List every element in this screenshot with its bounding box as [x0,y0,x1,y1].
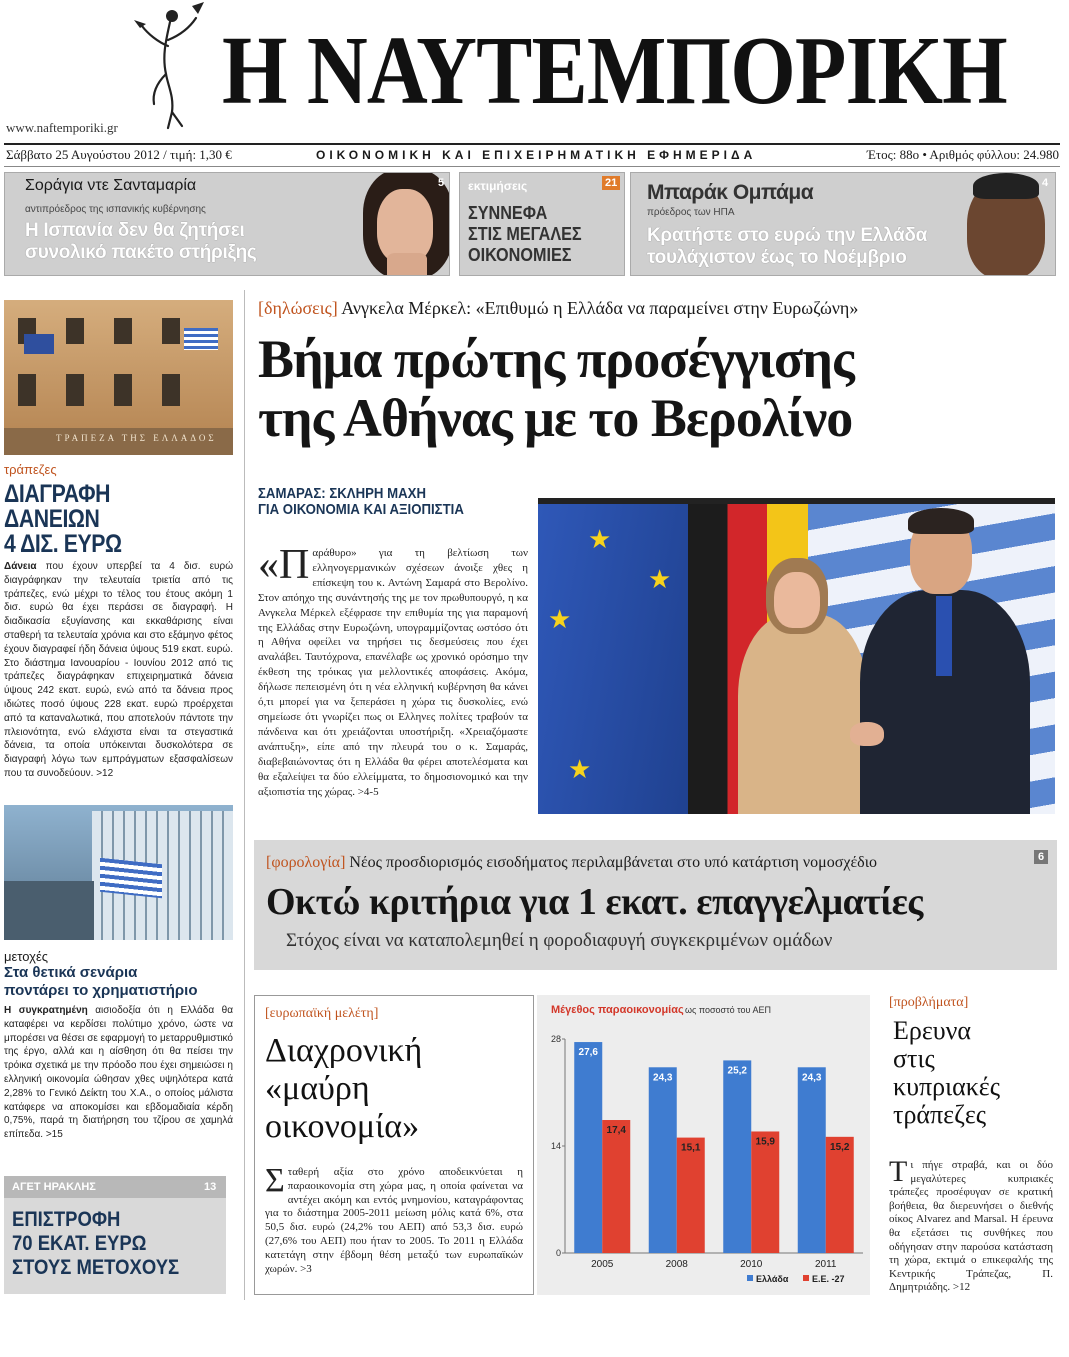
heraclis-tag: ΑΓΕΤ ΗΡΑΚΛΗΣ [12,1181,96,1193]
heraclis-line-3: ΣΤΟΥΣ ΜΕΤΟΧΟΥΣ [12,1256,180,1279]
euro-head-2: «μαύρη [265,1070,370,1107]
chart-y-tick-label: 0 [555,1248,561,1258]
banks-head-3: 4 ΔΙΣ. ΕΥΡΩ [4,530,122,558]
star-icon: ★ [548,604,572,634]
chart-data-label: 17,4 [606,1125,626,1137]
stocks-head-2: ποντάρει το χρηματιστήριο [4,982,198,999]
cyprus-story[interactable] [889,995,1057,1295]
main-kicker-tag: [δηλώσεις] [258,298,338,318]
stocks-body [4,1004,233,1142]
greek-flag-icon [184,328,218,350]
main-subhead-line-1: ΣΑΜΑΡΑΣ: ΣΚΛΗΡΗ ΜΑΧΗ [258,485,426,502]
euro-head-1: Διαχρονική [265,1032,423,1069]
masthead-date-price: Σάββατο 25 Αυγούστου 2012 / τιμή: 1,30 € [6,147,232,162]
masthead-title: Η ΝΑΥΤΕΜΠΟΡΙΚΗ [222,17,1007,125]
promo-obama-quote-2: τουλάχιστον έως το Νοέμβριο [647,247,907,268]
stocks-body-lead: Η συγκρατημένη [4,1005,88,1016]
shadow-economy-chart-svg [537,995,870,1295]
euro-body-text: ταθερή αξία στο χρόνο αποδεικνύεται η παραοικονομία στη χώρα μας, η οποία φαίνεται να αντέχει ακόμη και εντός μνημονίου, καταγράφοντας για το διάστημα 2005-2011 μείωση μόλις κατά 6%, στα 50,5 δισ. ευρώ (24,2% του ΑΕΠ) από 53,3 δισ. ευρώ (27,6% του ΑΕΠ) που ήταν το 2005. Το 2011 η Ελλάδα κατετάγη στην έβδομη θέση μεταξύ των ευρωπαϊκών χωρών. >3 [265,1166,523,1275]
chart-data-label: 15,1 [681,1142,701,1154]
promo-santamaria[interactable] [4,172,450,276]
stocks-label: μετοχές [4,949,49,964]
heraclis-line-2: 70 ΕΚΑΤ. ΕΥΡΩ [12,1232,147,1255]
bank-sign: ΤΡΑΠΕΖΑ ΤΗΣ ΕΛΛΑΔΟΣ [56,433,217,443]
banks-body [4,560,233,781]
masthead-subtitle: ΟΙΚΟΝΟΜΙΚΗ ΚΑΙ ΕΠΙΧΕΙΡΗΜΑΤΙΚΗ ΕΦΗΜΕΡΙΔΑ [316,148,757,162]
chart-x-tick-label: 2010 [740,1259,763,1270]
promo-santamaria-page: 5 [438,177,445,189]
euro-study-box[interactable] [254,995,534,1295]
chart-y-tick-label: 28 [550,1034,561,1044]
chart-data-label: 24,3 [653,1072,673,1084]
column-divider [244,290,245,1300]
main-headline-line-2: της Αθήνας με το Βερολίνο [258,388,853,448]
banks-head-2: ΔΑΝΕΙΩΝ [4,505,100,533]
eu-flag-icon [24,334,54,354]
chart-data-label: 15,9 [755,1136,775,1148]
tax-kicker-tag: [φορολογία] [266,854,346,871]
heraclis-line-1: ΕΠΙΣΤΡΟΦΗ [12,1208,121,1231]
promo-santamaria-role: αντιπρόεδρος της ισπανικής κυβέρνησης [25,204,206,215]
chart-data-label: 15,2 [830,1141,850,1153]
tax-headline: Οκτώ κριτήρια για 1 εκατ. επαγγελματίες [266,881,923,923]
stocks-head-1: Στα θετικά σενάρια [4,964,138,981]
chart-bar [826,1137,854,1253]
greek-flag-icon [100,858,162,899]
cyprus-body [889,1155,1053,1295]
hermes-logo [132,0,212,132]
chart-legend-label: Ε.Ε. -27 [812,1274,845,1284]
stocks-body-text: αισιοδοξία ότι η Ελλάδα θα καταφέρει να κερδίσει πολύτιμο χρόνο, ώστε να μπορέσει να θέσει σε εφαρμογή το μεταρρυθμιστικό της έργο, αλλά και η αίσθηση ότι θα πείσει την τρόικα σχετικά με την πρόοδο που έχει σημειώσει η ελληνική οικονομία ώθησαν χθες υψηλότερα κατά 2,28% το Γενικό Δείκτη του Χ.Α., ο οποίος μάλιστα κατάφερε να αποκομίσει και εβδομαδιαία κέρδη 0,75%, παρά τη διατήρηση του τζίρου σε χαμηλά επίπεδα. >15 [4,1005,233,1141]
promo-estimates-line-3: ΟΙΚΟΝΟΜΙΕΣ [468,245,572,265]
chart-x-tick-label: 2011 [814,1259,837,1270]
promo-obama-quote-1: Κρατήστε στο ευρώ την Ελλάδα [647,225,927,246]
bank-of-greece-photo [4,300,233,455]
heraclis-page: 13 [204,1181,217,1193]
chart-data-label: 25,2 [727,1065,747,1077]
promo-santamaria-name: Σοράγια ντε Σανταμαρία [25,177,197,194]
banks-body-text: που έχουν υπερβεί τα 4 δισ. ευρώ διαγράφηκαν την τελευταία τριετία από τις τράπεζες, ενώ μέχρι το τέλος του έτους ακόμη 1 δισ. ευρώ θα έχει περάσει σε διαγραφή. Η διαδικασία εξυγίανσης και εκκαθάρισης είναι σταθερή τα τελευταία χρόνια και στο εξάμηνο φέτος έχουν διαγραφεί ήδη δάνεια ύψους 519 εκατ. ευρώ. Στο διάστημα Ιανουαρίου - Ιουνίου 2012 από τις τράπεζες διαγράφηκαν επιχειρηματικά δάνεια ύψους 242 εκατ. ευρώ, ενώ από τα δάνεια προς ιδιώτες ποσό ύψους 228 εκατ. ευρώ προέρχεται από τα καταναλωτικά, που αποτελούν πάντοτε την πλειονότητα, ενώ ελάχιστα είναι τα στεγαστικά δάνεια, τα οποία υπόκεινται δυσκολότερα σε διαγραφή λόγω των εμπράγματων εξασφαλίσεων που τα συνοδεύουν. >12 [4,561,233,779]
tax-story[interactable] [254,840,1057,970]
chart-x-tick-label: 2008 [665,1259,688,1270]
promo-obama-role: πρόεδρος των ΗΠΑ [647,207,735,218]
chart-x-tick-label: 2005 [591,1259,614,1270]
chart-bar [574,1042,602,1253]
promo-obama-page: 4 [1042,177,1049,189]
masthead-issue: Έτος: 88ο • Αριθμός φύλλου: 24.980 [866,147,1059,162]
promo-obama-name: Μπαράκ Ομπάμα [647,181,814,204]
tax-subhead: Στόχος είναι να καταπολεμηθεί η φοροδιαφυγή συγκεκριμένων ομάδων [286,930,833,951]
merkel-samaras-photo [538,498,1055,814]
star-icon: ★ [588,524,612,554]
shadow-economy-chart [537,995,870,1295]
promo-estimates-line-1: ΣΥΝΝΕΦΑ [468,203,548,223]
promo-obama[interactable] [630,172,1056,276]
main-headline-line-1: Βήμα πρώτης προσέγγισης [258,329,854,389]
cyprus-head-3: κυπριακές [893,1072,1001,1101]
euro-body-dropcap: Σ [265,1162,285,1199]
chart-bar [798,1067,826,1253]
cyprus-head-1: Ερευνα [893,1016,972,1045]
promo-santamaria-quote-2: συνολικό πακέτο στήριξης [25,242,257,263]
chart-legend-swatch [803,1275,809,1281]
promo-estimates-line-2: ΣΤΙΣ ΜΕΓΑΛΕΣ [468,224,582,244]
promo-santamaria-quote-1: Η Ισπανία δεν θα ζητήσει [25,220,245,241]
cyprus-body-dropcap: Τ [889,1155,908,1188]
main-kicker [258,298,858,319]
cyprus-body-text: ι πήγε στραβά, και οι δύο μεγαλύτερες κυπριακές τράπεζες προσέφυγαν σε κρατική βοήθεια, θα διερευνήσει ο διεθνής οίκος Alvarez and Marsal. Η έρευνα θα εξετάσει τις συνθήκες που οδήγησαν στην παρούσα κατάσταση τη χώρα, εκτιμά ο επικεφαλής της Κεντρικής Τράπεζας, Π. Δημητριάδης. >12 [889,1159,1053,1294]
euro-kicker: [ευρωπαϊκή μελέτη] [265,1006,379,1021]
chart-title: Μέγεθος παραοικονομίας [551,1004,684,1016]
heraclis-box[interactable] [4,1176,226,1294]
chart-legend-swatch [747,1275,753,1281]
athens-exchange-photo [4,805,233,940]
promo-estimates-page: 21 [602,176,620,190]
euro-head-3: οικονομία» [265,1108,420,1145]
promo-estimates[interactable] [459,172,625,276]
chart-data-label: 27,6 [578,1047,598,1059]
chart-y-tick-label: 14 [550,1141,561,1151]
main-subhead-line-2: ΓΙΑ ΟΙΚΟΝΟΜΙΑ ΚΑΙ ΑΞΙΟΠΙΣΤΙΑ [258,501,464,518]
star-icon: ★ [648,564,672,594]
euro-body [265,1162,523,1276]
main-subhead [258,486,496,518]
chart-bar [677,1138,705,1253]
chart-bar [751,1131,779,1253]
cyprus-kicker: [προβλήματα] [889,995,969,1010]
main-body-dropcap: «Π [258,542,310,588]
tax-page: 6 [1034,850,1048,864]
banks-body-lead: Δάνεια [4,561,37,572]
banks-label: τράπεζες [4,462,57,477]
chart-bar [649,1067,677,1253]
chart-bar [723,1060,751,1253]
cyprus-head-2: στις [893,1044,935,1073]
tax-kicker [266,854,877,872]
chart-subtitle: ως ποσοστό του ΑΕΠ [685,1005,771,1015]
star-icon: ★ [568,754,592,784]
main-kicker-text: Ανγκελα Μέρκελ: «Επιθυμώ η Ελλάδα να παραμείνει στην Ευρωζώνη» [337,298,859,318]
main-body [258,542,528,799]
chart-legend-label: Ελλάδα [756,1274,789,1284]
masthead-url[interactable]: www.naftemporiki.gr [6,120,118,135]
chart-data-label: 24,3 [802,1072,822,1084]
promo-estimates-tag: εκτιμήσεις [468,179,528,193]
main-headline[interactable] [258,330,1058,448]
main-body-text: αράθυρο» για τη βελτίωση των ελληνογερμανικών σχέσεων άνοιξε χθες η επίσκεψη του κ. Αντώνη Σαμαρά στο Βερολίνο. Στον απόηχο της συνάντησής της με τον πρωθυπουργό, η κα Ανγκελα Μέρκελ εξέφρασε την επιθυμία της για παραμονή της Ελλάδας στην Ευρωζώνη, υπογραμμίζοντας ωστόσο ότι η Αθήνα οφείλει να τηρήσει τις δεσμεύσεις που έχει αναλάβει. Ταυτόχρονα, επανέλαβε ως χρονικό ορόσημο την έκθεση της τρόικας για μελλοντικές αποφάσεις. Ακόμα, δήλωσε πεπεισμένη ότι η νέα ελληνική κυβέρνηση θα κάνει ό,τι μπορεί για να ξεπεράσει η χώρα τις δυσκολίες, ενώ σημείωσε ότι γνωρίζει πως οι Ελληνες πολίτες τραβούν τα πάνδεινα και ότι χρειάζονται υποστήριξη. «Χρειαζόμαστε ανάπτυξη», είπε από την πλευρά του ο κ. Σαμαράς, διαβεβαιώνοντας ότι η Ελλάδα θα φέρει αποτελέσματα και θα εξαλείψει τα δύο ελλείμματα, το δημοσιονομικό και την αξιοπιστία της χώρας. >4-5 [258,547,528,798]
banks-head-1: ΔΙΑΓΡΑΦΗ [4,480,111,508]
cyprus-head-4: τράπεζες [893,1100,987,1129]
tax-kicker-text: Νέος προσδιορισμός εισοδήματος περιλαμβάνεται στο υπό κατάρτιση νομοσχέδιο [345,854,878,871]
chart-bar [602,1120,630,1253]
eu-flag-icon [538,504,708,814]
